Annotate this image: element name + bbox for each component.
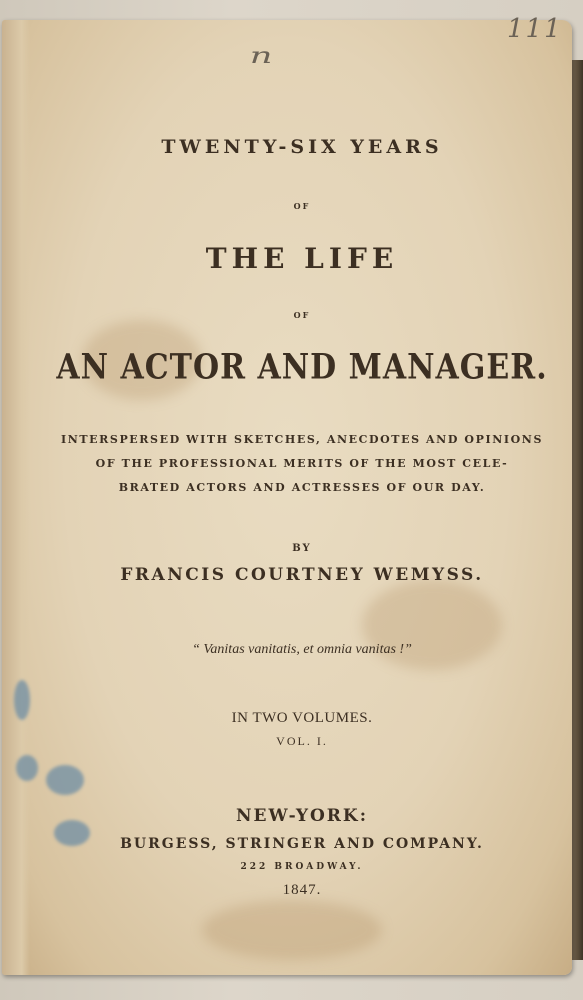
title-line-3: AN ACTOR AND MANAGER.	[56, 347, 548, 388]
publication-city: NEW-YORK:	[236, 806, 368, 826]
volume-count: IN TWO VOLUMES.	[231, 710, 373, 726]
title-connector-of-1: OF	[293, 201, 311, 211]
page-gutter-shadow	[2, 20, 30, 975]
title-page	[2, 14, 572, 975]
water-stain	[14, 680, 30, 720]
water-stain	[16, 755, 38, 781]
pencil-annotation-top-right: 111	[507, 14, 563, 44]
publisher-name: BURGESS, STRINGER AND COMPANY.	[120, 836, 484, 852]
pencil-annotation-top-center: n	[249, 44, 273, 69]
latin-motto: “ Vanitas vanitatis, et omnia vanitas !”	[192, 642, 412, 657]
water-stain	[46, 765, 84, 795]
byline-label: BY	[292, 543, 312, 554]
subtitle-line: INTERSPERSED WITH SKETCHES, ANECDOTES AND OPINIONS	[60, 433, 543, 446]
publisher-address: 222 BROADWAY.	[240, 862, 364, 872]
publication-year: 1847.	[282, 882, 322, 898]
subtitle-line: BRATED ACTORS AND ACTRESSES OF OUR DAY.	[118, 481, 486, 494]
author-name: FRANCIS COURTNEY WEMYSS.	[120, 565, 484, 585]
title-line-1: TWENTY-SIX YEARS	[161, 136, 443, 158]
title-line-2: THE LIFE	[205, 242, 399, 275]
foxing-spot	[202, 900, 382, 960]
title-connector-of-2: OF	[293, 310, 311, 320]
volume-number: VOL. I.	[276, 734, 328, 748]
subtitle-line: OF THE PROFESSIONAL MERITS OF THE MOST CELE-	[95, 457, 509, 470]
subtitle-block	[42, 428, 562, 500]
